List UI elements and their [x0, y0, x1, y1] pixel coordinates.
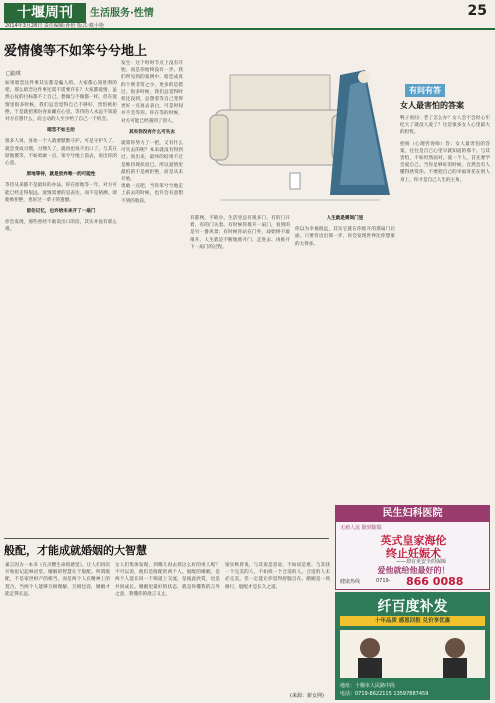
- subheading: 原地等待，就是放弃唯一的可能性: [26, 172, 96, 178]
- paragraph: 等待从来都不是最好的办法。你在原地等一年，对方可能已经走得很远。爱情需要的是表达，而不是猜测。即使被拒绝，也好过一辈子的遗憾。: [5, 183, 117, 203]
- ad2-subtitle: 十年品质 感恩回报 兑价享优惠: [340, 616, 485, 626]
- paragraph: 梁实秋曾说，与其说是容易，不如说是难。与其找一个完美的人，不如找一个合适的人。合适的人未必完美，但一定能让你觉得舒服自在。婚姻是一场修行，般配才是长久之道。: [225, 563, 330, 590]
- paragraph: 有都网，不缺少。生活里总有很多门，有的门开着，有的门关着。有时候你推开一扇门，看到的是另一番风景；有时候你站在门外，却始终不敢推开。人生就是不断地推开门、走进去、再推开下一扇门的过程。: [190, 216, 290, 250]
- article2-column-1: [5, 562, 110, 697]
- paragraph: 你会发现，那些曾经不敢说出口的话，其实并没有那么难。: [5, 220, 117, 233]
- question: 鸭子看问：老了怎么办？女人会不会担心年纪大了就没人爱了？这是很多女人心里最大的担忧。: [400, 116, 490, 136]
- sidebar-title: 女人最害怕的答案: [400, 101, 464, 110]
- divider: [4, 538, 329, 539]
- middle-column-2: [295, 215, 395, 535]
- article2-source: (来源：新女网): [290, 693, 324, 699]
- page-number: 25: [467, 3, 487, 19]
- article-column-2: [121, 60, 183, 535]
- ad-love: 爱他就给他最好的！: [377, 566, 450, 575]
- section-tag: 有问有答: [405, 84, 445, 97]
- paragraph: 很多人说，喜欢一个人就要默默守护。可是守护久了，就会变成习惯，习惯久了，就再也说不出口了。与其在原地傻等，不如勇敢一点，笨兮兮地上前去，说出你的心意。: [5, 139, 117, 167]
- paragraph: 你以为幸福很远，其实它就在你推开的那扇门后面。只要肯迈出那一步，你会发现世界比你想象的大得多。: [295, 227, 395, 247]
- ad2-photo: [340, 630, 485, 678]
- article2-title: 般配，才能成就婚姻的大智慧: [4, 544, 147, 557]
- hospital-ad[interactable]: [335, 505, 490, 590]
- answer: 把杨（心理咨询师）答：女人最害怕的答案，往往是自己心里早就知道的那个。与其害怕，不如坦然面对。爱一个人，首先要学会爱自己。当你足够好的时候，自然会有人懂得欣赏你。不要把自己的幸福寄托在别人身上，你才是自己人生的主角。: [400, 141, 490, 183]
- paragraph: 女人们集体发现，到哪儿再去找这么好的男人呢？不可以说，他们是般配的两个人。般配的婚姻，是两个人能在同一个频道上交流，是彼此欣赏，也是共同成长。婚姻里最好的状态，就是你懂我的言外之意，我懂你的欲言又止。: [115, 563, 220, 597]
- dateline: 2014年3月28日 责任编辑:孙怡 版式:蔡小艳: [5, 23, 104, 29]
- article2-column-2: [115, 562, 220, 697]
- ad2-title: 纤百度补发: [377, 599, 448, 615]
- page-header: [0, 0, 495, 30]
- ad-area-code: 0719-: [376, 578, 391, 584]
- subheading: 暗恋不如主动: [47, 128, 75, 134]
- paragraph: 发生：这个时时节点上没有开始，而是你始终没有一步。我们所见到的案例中，暗恋成真的个例非常之少，更多的是错过。很多时候，我们总觉得时机还没到，总想着等自己变得更好一点再去表白，可是时间并不会等你。你在等的时候，对方可能已经遇到了别人。: [121, 61, 183, 124]
- ad2-phone[interactable]: 电话：0719-8622115 13597887459: [340, 691, 429, 697]
- article-title: 爱情傻等不如笨兮兮地上: [4, 44, 148, 59]
- brand-logo: 十堰周刊: [4, 3, 86, 23]
- ad-slogan: 无痛人流 随到随做: [340, 525, 382, 531]
- ad-phone[interactable]: 866 0088: [406, 575, 464, 588]
- middle-column-1: [190, 215, 290, 535]
- paragraph: 就算你努力了一把，又有什么可失去的呢？本来就没有得到过。说出来，最坏的结果不过是维持现状而已。所以爱情里最怕的不是被拒绝，而是从未开始。: [121, 141, 183, 183]
- article-byline: □陆琪: [6, 71, 21, 77]
- subheading: 其实你没有什么可失去: [129, 129, 175, 135]
- article2-column-3: [225, 562, 330, 690]
- subheading: 人生就是需间门里: [326, 216, 364, 221]
- subheading: 留住记忆，也许给未来开了一扇门: [26, 209, 96, 215]
- section-title: 生活服务·性情: [90, 8, 154, 19]
- ad-hospital-name: 民生妇科医院: [336, 506, 489, 522]
- sidebar-text: [400, 115, 490, 500]
- hair-ad[interactable]: [335, 592, 490, 700]
- ad-headline-2: 终止妊娠术: [386, 547, 441, 560]
- ad2-address: 地址：十堰市人民路中段: [340, 683, 396, 689]
- paragraph: 勇敢一点吧，当你笨兮兮地走上前去的时候，也许会有意想不到的收获。: [121, 184, 183, 204]
- ad-tagline: ——却有更安全的保障: [396, 559, 447, 565]
- ad-headline-1: 英式皇家海伦: [380, 534, 447, 547]
- paragraph: 如果暗恋这件事其实都是骗人的。大家都心知肚明的吧，那么暗恋这件事还需不需要存在？大家都爱情，虽然心仪的目标都不上自己，想做与不做都一样。但在爱情里很多时候，我们总会觉得自己不够好，害怕被拒绝，于是就把那份喜欢藏在心里。等待的人永远不知道对方在想什么，而主动的人至少给了自己一个机会。: [5, 81, 117, 123]
- article-column-1: [5, 80, 117, 535]
- ad-hotline-label: 健康热线: [340, 579, 361, 585]
- sofa-illustration: [190, 55, 390, 210]
- ad2-photo-panel: [340, 630, 485, 678]
- paragraph: 嘉言因为一本书《在点燃生命的感觉》，让人们再次开始思记起林语堂。婚姻的智慧在于般配。所谓般配，不是家世财产的相当，而是两个人在精神上的契合。当两个人能够互相理解、互相包容，婚姻才能走得长远。: [5, 563, 110, 597]
